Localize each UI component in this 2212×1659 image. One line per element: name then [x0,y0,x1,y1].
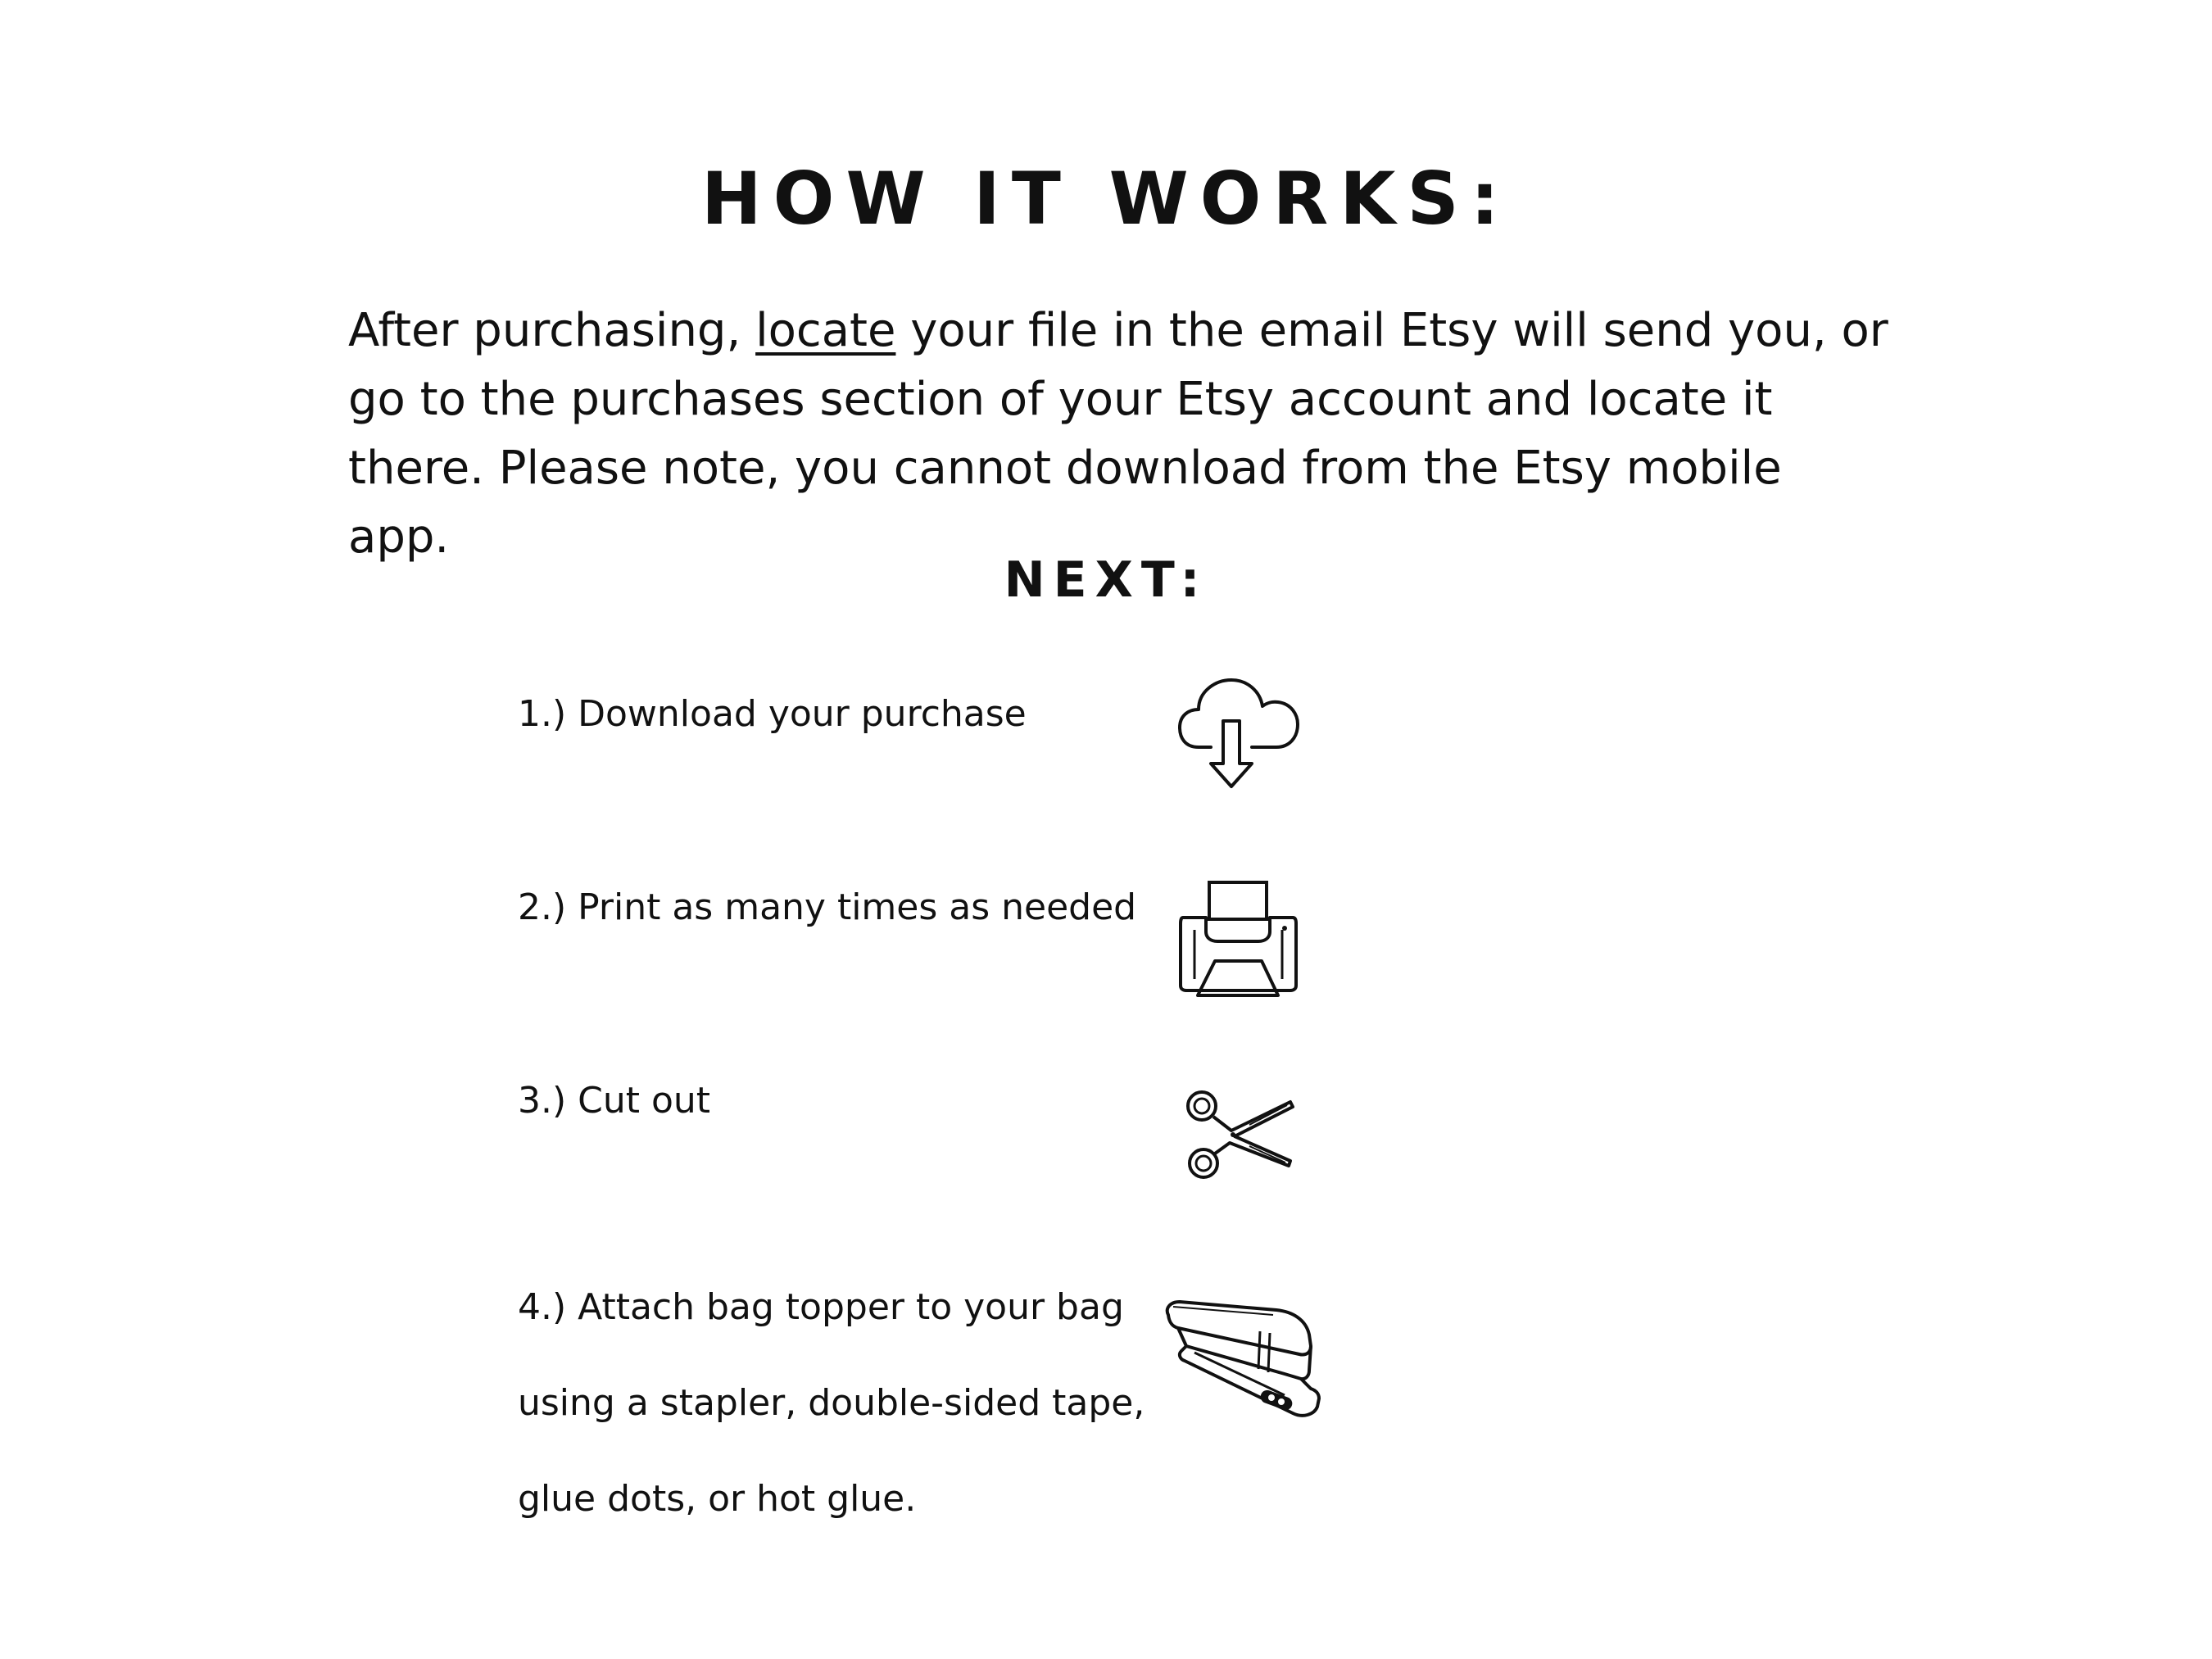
cloud-download-icon [1178,673,1301,792]
step-3-text: 3.) Cut out [518,1080,711,1122]
intro-prefix: After purchasing, [348,304,756,357]
next-heading: NEXT: [1004,551,1208,609]
step-4-line-1: 4.) Attach bag topper to your bag [518,1286,1124,1328]
step-1-text: 1.) Download your purchase [518,693,1027,735]
scissors-icon [1184,1086,1299,1184]
step-4-line-2: using a stapler, double-sided tape, [518,1382,1145,1424]
intro-paragraph [348,297,1905,572]
step-4-text [518,1283,1145,1524]
stapler-icon [1162,1299,1321,1426]
intro-underlined-word: locate [755,304,896,357]
intro-line1-suffix: your file in the email Etsy will send you, or [895,304,1888,357]
intro-line4: app. [348,510,450,564]
printer-icon [1178,881,1297,999]
step-4-line-3: glue dots, or hot glue. [518,1478,917,1520]
page-title: HOW IT WORKS: [701,156,1511,241]
intro-line2: go to the purchases section of your Etsy account and locate it [348,373,1773,426]
intro-line3: there. Please note, you cannot download from the Etsy mobile [348,442,1782,495]
step-2-text: 2.) Print as many times as needed [518,886,1137,928]
